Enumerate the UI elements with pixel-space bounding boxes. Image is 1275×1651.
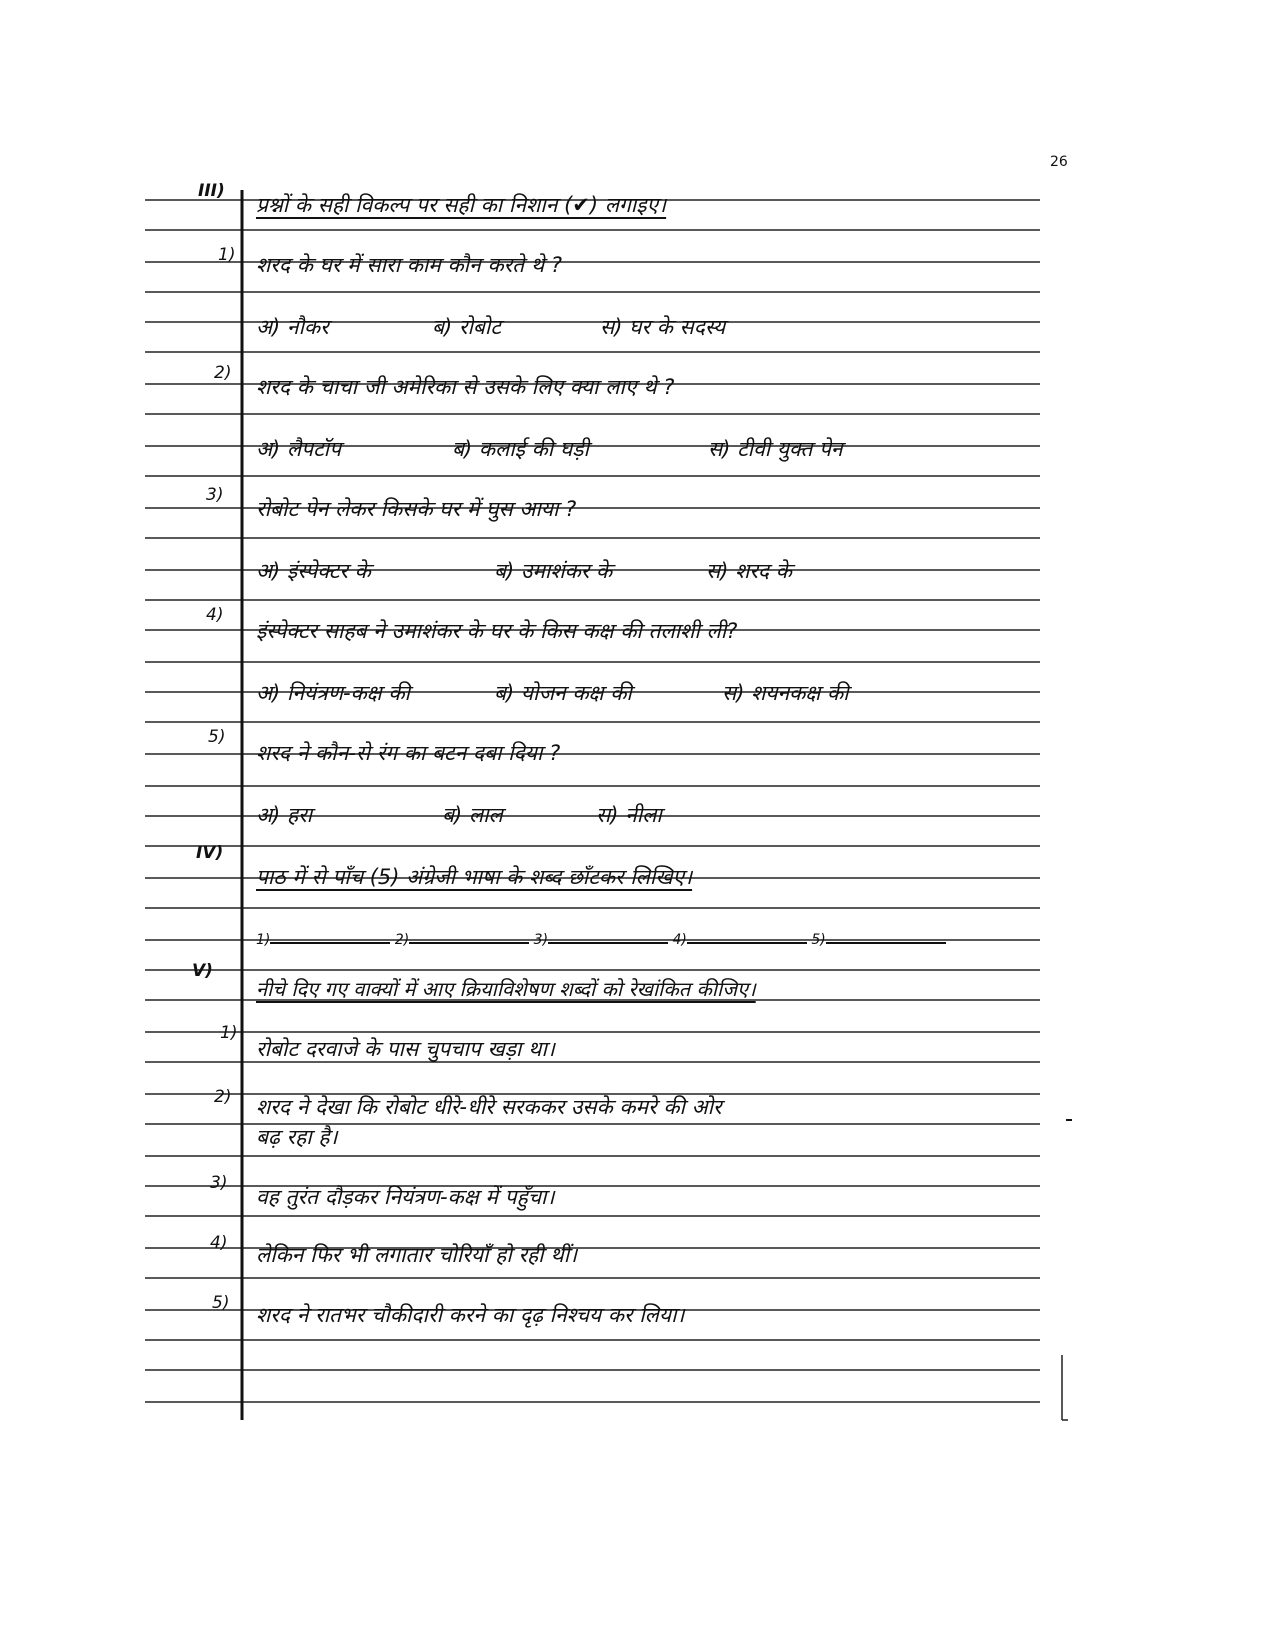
question-text: शरद ने कौन-से रंग का बटन दबा दिया ? — [256, 741, 561, 765]
answer-options — [256, 558, 792, 584]
question-number: 3) — [206, 485, 224, 505]
answer-options — [256, 436, 843, 462]
section-heading: नीचे दिए गए वाक्यों में आए क्रियाविशेषण शब्दों को रेखांकित कीजिए। — [256, 977, 756, 1001]
sentence-text: लेकिन फिर भी लगातार चोरियाँ हो रही थीं। — [256, 1243, 578, 1267]
section-marker: V) — [192, 961, 213, 981]
option-b: ब) उमाशंकर के — [494, 559, 613, 583]
blank-number: 5) — [811, 932, 826, 948]
option-a: अ) लैपटॉप — [256, 437, 342, 461]
blank-line — [687, 926, 807, 944]
question-number: 4) — [206, 605, 224, 625]
blank-number: 1) — [256, 932, 271, 948]
question-text: रोबोट पेन लेकर किसके घर में घुस आया ? — [256, 497, 577, 521]
question-number: 1) — [218, 245, 236, 265]
blank-number: 3) — [533, 932, 549, 948]
blank-line — [270, 926, 390, 944]
option-b: ब) कलाई की घड़ी — [452, 437, 589, 461]
sentence-text: वह तुरंत दौड़कर नियंत्रण-कक्ष में पहुँचा। — [256, 1185, 555, 1209]
sentence-text: रोबोट दरवाजे के पास चुपचाप खड़ा था। — [256, 1037, 555, 1061]
sentence-number: 1) — [220, 1023, 238, 1043]
blank-1[interactable] — [256, 926, 390, 953]
option-a: अ) हरा — [256, 803, 313, 827]
answer-blanks — [256, 926, 946, 952]
option-a: अ) इंस्पेक्टर के — [256, 559, 371, 583]
page-number: 26 — [1050, 154, 1068, 170]
option-b: ब) योजन कक्ष की — [494, 681, 632, 705]
blank-number: 4) — [672, 932, 687, 948]
option-c: स) टीवी युक्त पेन — [708, 437, 843, 461]
section-heading: पाठ में से पाँच (5) अंग्रेजी भाषा के शब्द छाँटकर लिखिए। — [256, 865, 693, 889]
option-a: अ) नियंत्रण-कक्ष की — [256, 681, 410, 705]
sentence-number: 3) — [210, 1173, 228, 1193]
blank-4[interactable] — [672, 926, 806, 953]
sentence-text-continued: बढ़ रहा है। — [256, 1125, 338, 1149]
option-b: ब) रोबोट — [432, 315, 501, 339]
question-text: इंस्पेक्टर साहब ने उमाशंकर के घर के किस कक्ष की तलाशी ली? — [256, 619, 738, 643]
option-c: स) शयनकक्ष की — [722, 681, 849, 705]
sentence-number: 5) — [212, 1293, 230, 1313]
blank-3[interactable] — [534, 926, 668, 953]
question-text: शरद के चाचा जी अमेरिका से उसके लिए क्या लाए थे ? — [256, 375, 675, 399]
question-number: 2) — [214, 363, 232, 383]
blank-number: 2) — [394, 932, 410, 948]
answer-options — [256, 314, 725, 340]
option-b: ब) लाल — [442, 803, 503, 827]
option-c: स) नीला — [596, 803, 662, 827]
sentence-text: शरद ने देखा कि रोबोट धीरे-धीरे सरककर उसके कमरे की ओर — [256, 1095, 722, 1119]
option-a: अ) नौकर — [256, 315, 329, 339]
section-marker: III) — [198, 181, 225, 201]
section-marker: IV) — [196, 843, 224, 863]
answer-options — [256, 680, 849, 706]
blank-line — [409, 926, 529, 944]
option-c: स) घर के सदस्य — [600, 315, 726, 339]
blank-line — [548, 926, 668, 944]
section-heading: प्रश्नों के सही विकल्प पर सही का निशान (✔) लगाइए। — [256, 193, 667, 217]
option-c: स) शरद के — [706, 559, 792, 583]
sentence-number: 4) — [210, 1233, 228, 1253]
sentence-number: 2) — [214, 1087, 232, 1107]
blank-line — [826, 926, 946, 944]
blank-5[interactable] — [811, 926, 945, 953]
question-number: 5) — [208, 727, 226, 747]
question-text: शरद के घर में सारा काम कौन करते थे ? — [256, 253, 563, 277]
blank-2[interactable] — [395, 926, 529, 953]
sentence-text: शरद ने रातभर चौकीदारी करने का दृढ़ निश्चय कर लिया। — [256, 1303, 685, 1327]
answer-options — [256, 802, 662, 828]
